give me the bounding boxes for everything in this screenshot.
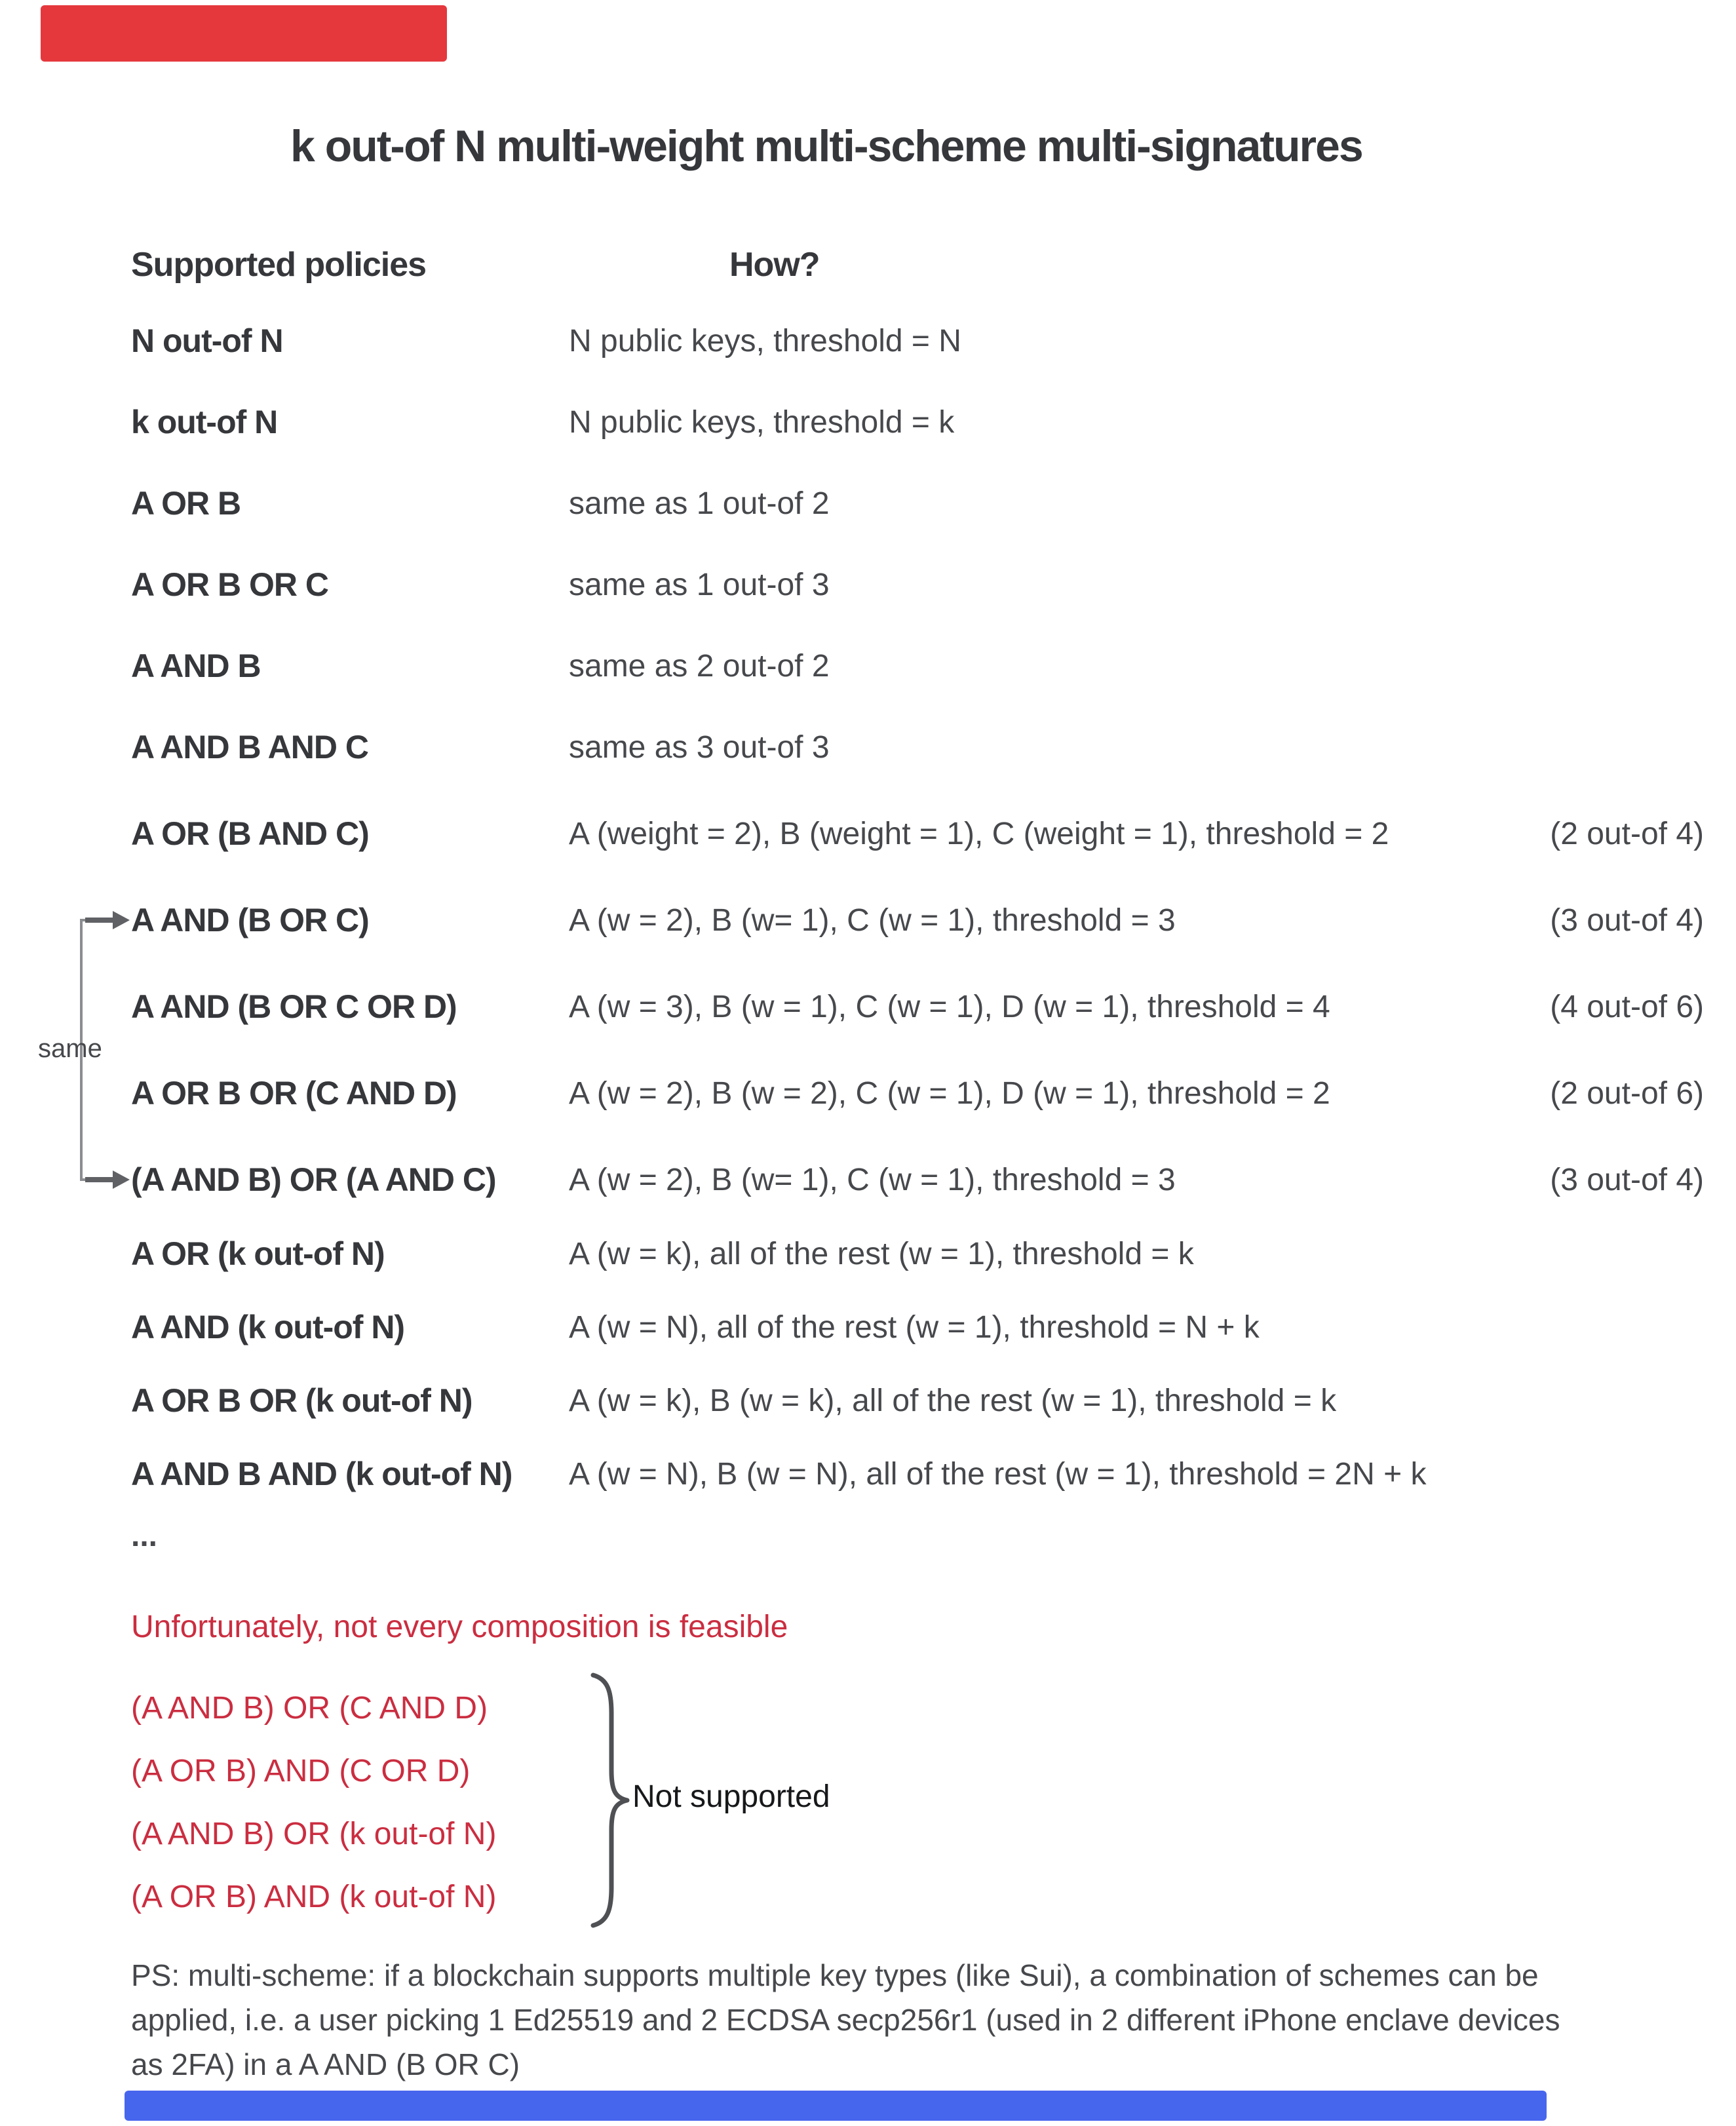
policy-label: A OR B <box>131 485 241 522</box>
policy-row <box>131 1437 1704 1511</box>
how-text: A (w = k), B (w = k), all of the rest (w = 1), threshold = k <box>569 1383 1337 1418</box>
column-header-supported-policies: Supported policies <box>131 246 427 284</box>
infeasible-list <box>131 1676 496 1928</box>
how-text: A (w = N), B (w = N), all of the rest (w = 1), threshold = 2N + k <box>569 1456 1427 1492</box>
policy-table-basic-section <box>131 300 1704 788</box>
equivalence-note: (2 out-of 6) <box>1550 1075 1704 1111</box>
same-label: same <box>38 1034 102 1063</box>
how-text: same as 1 out-of 2 <box>569 486 830 521</box>
infeasible-item: (A OR B) AND (k out-of N) <box>131 1879 497 1914</box>
policy-table-kofn-section <box>131 1217 1704 1511</box>
infeasible-item: (A AND B) OR (C AND D) <box>131 1690 488 1726</box>
equivalence-note: (3 out-of 4) <box>1550 1162 1704 1197</box>
policy-row <box>131 625 1704 706</box>
policy-label: A AND B AND (k out-of N) <box>131 1456 512 1492</box>
policy-label: A AND (B OR C OR D) <box>131 988 457 1025</box>
equivalence-note: (3 out-of 4) <box>1550 902 1704 938</box>
arrowhead-top-icon <box>113 911 130 929</box>
policy-row <box>131 1217 1704 1290</box>
not-supported-label: Not supported <box>632 1779 830 1814</box>
how-text: A (w = 3), B (w = 1), C (w = 1), D (w = 1), threshold = 4 <box>569 989 1330 1024</box>
ps-note <box>131 1953 1717 2087</box>
policy-label: A OR (k out-of N) <box>131 1235 385 1272</box>
policy-row <box>131 544 1704 625</box>
policy-row <box>131 706 1704 788</box>
policy-row <box>131 300 1704 381</box>
policy-label: k out-of N <box>131 404 278 440</box>
how-text: A (weight = 2), B (weight = 1), C (weight = 1), threshold = 2 <box>569 816 1389 851</box>
policy-row <box>131 1290 1704 1364</box>
how-text: N public keys, threshold = N <box>569 323 961 358</box>
policy-row <box>131 1364 1704 1437</box>
how-text: A (w = 2), B (w= 1), C (w = 1), threshold = 3 <box>569 1162 1176 1197</box>
policy-row <box>131 1050 1704 1136</box>
policy-label: (A AND B) OR (A AND C) <box>131 1161 496 1198</box>
infeasible-item: (A OR B) AND (C OR D) <box>131 1753 471 1788</box>
how-text: A (w = k), all of the rest (w = 1), threshold = k <box>569 1236 1194 1271</box>
page-title: k out-of N multi-weight multi-scheme multi-signatures <box>290 121 1362 171</box>
arrowhead-bottom-icon <box>113 1170 130 1189</box>
policy-label: A AND (B OR C) <box>131 902 369 938</box>
policy-label: A AND B <box>131 647 261 684</box>
policy-row <box>131 1136 1704 1223</box>
how-text: N public keys, threshold = k <box>569 404 955 440</box>
red-accent-bar <box>41 5 447 62</box>
column-header-how: How? <box>729 246 820 284</box>
policy-label: N out-of N <box>131 322 283 359</box>
how-text: same as 3 out-of 3 <box>569 729 830 765</box>
policy-label: A OR B OR (k out-of N) <box>131 1382 473 1419</box>
how-text: A (w = 2), B (w= 1), C (w = 1), threshold = 3 <box>569 902 1176 938</box>
equivalence-note: (4 out-of 6) <box>1550 989 1704 1024</box>
infeasible-heading: Unfortunately, not every composition is feasible <box>131 1610 788 1644</box>
policy-row <box>131 381 1704 463</box>
ps-note-line: as 2FA) in a A AND (B OR C) <box>131 2047 520 2081</box>
how-text: same as 2 out-of 2 <box>569 648 830 684</box>
equivalence-note: (2 out-of 4) <box>1550 816 1704 851</box>
policy-label: A OR B OR (C AND D) <box>131 1075 457 1111</box>
infeasible-item: (A AND B) OR (k out-of N) <box>131 1816 497 1851</box>
how-text: A (w = N), all of the rest (w = 1), threshold = N + k <box>569 1309 1260 1345</box>
policy-label: A OR B OR C <box>131 566 329 603</box>
ellipsis-text: ... <box>131 1518 158 1553</box>
ps-note-line: applied, i.e. a user picking 1 Ed25519 and 2 ECDSA secp256r1 (used in 2 different iPhone enclave devices <box>131 2003 1560 2037</box>
how-text: same as 1 out-of 3 <box>569 567 830 602</box>
curly-brace-icon <box>585 1671 638 1929</box>
policy-label: A OR (B AND C) <box>131 815 369 852</box>
policy-label: A AND (k out-of N) <box>131 1309 405 1345</box>
policy-row <box>131 790 1704 877</box>
policy-row <box>131 463 1704 544</box>
policy-row <box>131 877 1704 963</box>
policy-label: A AND B AND C <box>131 729 368 765</box>
how-text: A (w = 2), B (w = 2), C (w = 1), D (w = 1), threshold = 2 <box>569 1075 1330 1111</box>
blue-accent-bar <box>125 2091 1547 2121</box>
policy-row <box>131 963 1704 1050</box>
ps-note-line: PS: multi-scheme: if a blockchain supports multiple key types (like Sui), a combination of schemes can be <box>131 1958 1539 1992</box>
policy-table-weighted-section <box>131 790 1704 1223</box>
